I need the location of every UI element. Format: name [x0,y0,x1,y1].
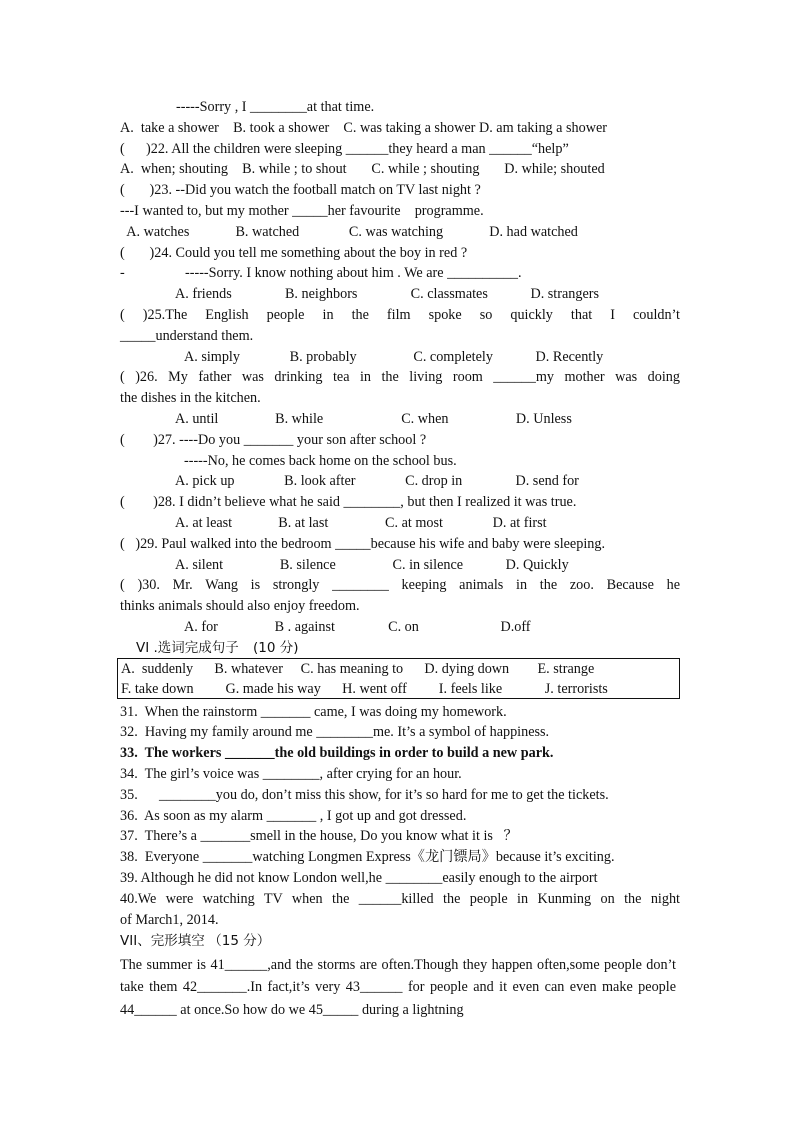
q32: 32. Having my family around me ________me. It’s a symbol of happiness. [120,724,550,740]
q30-options: A. for B . against C. on D.off [184,619,531,635]
section7-heading [120,931,680,951]
q21-options: A. take a shower B. took a shower C. was taking a shower D. am taking a shower [120,120,607,136]
q23-question: ( )23. --Did you watch the football match on TV last night ? [120,182,481,198]
q27-answer-line: -----No, he comes back home on the school bus. [184,453,457,469]
q37: 37. There’s a _______smell in the house, Do you know what it is ？ [120,828,518,844]
section6-heading [136,638,696,658]
q21-answer-line: -----Sorry , I ________at that time. [176,99,375,115]
q24-options: A. friends B. neighbors C. classmates D. strangers [175,286,599,302]
q34: 34. The girl’s voice was ________, after crying for an hour. [120,766,462,782]
q26-question-cont: the dishes in the kitchen. [120,390,261,406]
q24-answer-line: - -----Sorry. I know nothing about him . We are __________. [120,265,522,281]
q23-answer-line: ---I wanted to, but my mother _____her favourite programme. [120,203,484,219]
word-bank-row-1: A. suddenly B. whatever C. has meaning to D. dying down E. strange [121,661,595,677]
q25-options: A. simply B. probably C. completely D. Recently [184,349,604,365]
q30-question-cont: thinks animals should also enjoy freedom. [120,598,360,614]
q30-question: ( )30. Mr. Wang is strongly ________ keeping animals in the zoo. Because he [120,577,680,593]
q31: 31. When the rainstorm _______ came, I was doing my homework. [120,704,507,720]
q29-options: A. silent B. silence C. in silence D. Quickly [175,557,569,573]
q39: 39. Although he did not know London well,he ________easily enough to the airport [120,870,598,886]
word-bank-row-2: F. take down G. made his way H. went off I. feels like J. terrorists [121,681,608,697]
q23-options: A. watches B. watched C. was watching D. had watched [120,224,578,240]
section7-title: VII、完形填空 [120,933,205,949]
section7-score: （15 分） [208,933,271,949]
q33: 33. The workers _______the old buildings in order to build a new park. [120,745,554,761]
cloze-paragraph: The summer is 41______,and the storms are often.Though they happen often,some people don’t take them 42_______.In fact,it’s very 43______ for people and it even can even make people 44______ at once.So how do we 45_____ during a lightning [120,957,676,1018]
q28-question: ( )28. I didn’t believe what he said ________, but then I realized it was true. [120,494,577,510]
q40-cont: of March1, 2014. [120,912,219,928]
q38: 38. Everyone _______watching Longmen Express《龙门镖局》because it’s exciting. [120,849,615,865]
q28-options: A. at least B. at last C. at most D. at first [175,515,547,531]
q24-question: ( )24. Could you tell me something about the boy in red ? [120,245,468,261]
q35: 35. ________you do, don’t miss this show, for it’s so hard for me to get the tickets. [120,787,609,803]
q40: 40.We were watching TV when the ______killed the people in Kunming on the night [120,891,680,907]
section6-score: (10 分) [253,640,299,656]
section6-title: VI .选词完成句子 [136,640,239,656]
q25-question: ( )25.The English people in the film spoke so quickly that I couldn’t [120,307,680,323]
q22-options: A. when; shouting B. while ; to shout C. while ; shouting D. while; shouted [120,161,605,177]
q26-question: ( )26. My father was drinking tea in the living room ______my mother was doing [120,369,680,385]
q22-question: ( )22. All the children were sleeping ______they heard a man ______“help” [120,141,569,157]
word-bank-box [117,658,680,699]
q27-question: ( )27. ----Do you _______ your son after school ? [120,432,427,448]
q27-options: A. pick up B. look after C. drop in D. send for [175,473,579,489]
q29-question: ( )29. Paul walked into the bedroom _____because his wife and baby were sleeping. [120,536,606,552]
q26-options: A. until B. while C. when D. Unless [175,411,572,427]
q36: 36. As soon as my alarm _______ , I got up and got dressed. [120,808,467,824]
q25-question-cont: _____understand them. [120,328,254,344]
